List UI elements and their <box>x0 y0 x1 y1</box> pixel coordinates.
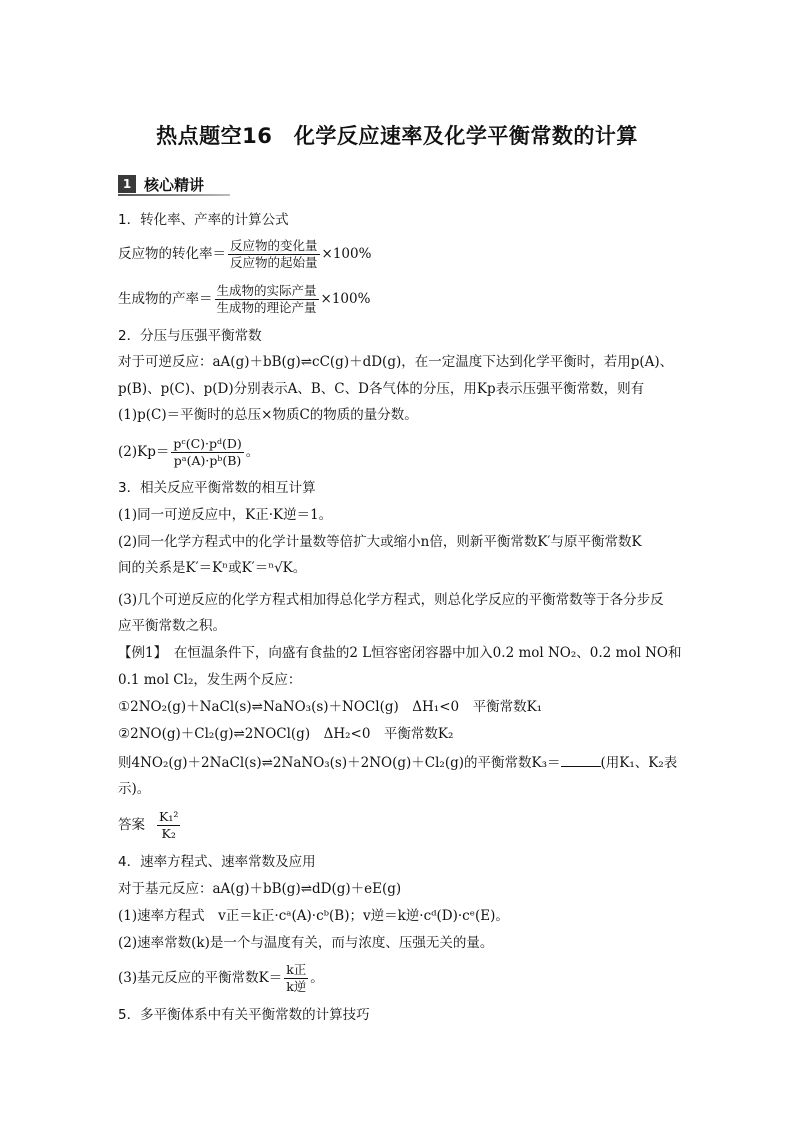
paragraph: 应平衡常数之积。 <box>118 618 226 634</box>
example-answer: 答案 $\frac{\text{K₁²}}{\text{K₂}}$ <box>118 808 179 841</box>
yield-fraction: $\frac{\text{生成物的实际产量}}{\text{生成物的理论产量}}$ <box>216 282 317 315</box>
rate-equation: (1)速率方程式 v正＝k正·cᵃ(A)·cᵇ(B)；v逆＝k逆·cᵈ(D)·cᵉ(E)。 <box>118 908 509 924</box>
section-underline <box>118 194 230 196</box>
paragraph: (3)几个可逆反应的化学方程式相加得总化学方程式，则总化学反应的平衡常数等于各分步反 <box>118 592 664 608</box>
example-intro: 0.1 mol Cl₂，发生两个反应： <box>118 672 302 688</box>
paragraph: (1)同一可逆反应中，K正·K逆＝1。 <box>118 507 333 523</box>
kp-formula: (2)Kp＝ $\frac{\text{pᶜ(C)·pᵈ(D)}}{\text{pᵃ(A)·pᵇ(B)}}$ 。 <box>118 435 260 468</box>
reaction-1: ①2NO₂(g)＋NaCl(s)⇌NaNO₃(s)＋NOCl(g) ΔH₁<0 平衡常数K₁ <box>118 699 543 715</box>
section-header-core <box>118 172 230 196</box>
paragraph: 对于可逆反应：aA(g)＋bB(g)⇌cC(g)＋dD(g)，在一定温度下达到化学平衡时，若用p(A)、 <box>118 354 674 370</box>
section-badge: 1 <box>118 175 136 193</box>
example-question: 则4NO₂(g)＋2NaCl(s)⇌2NaNO₃(s)＋2NO(g)＋Cl₂(g)的平衡常数K₃＝ (用K₁、K₂表 <box>118 752 678 773</box>
heading-4: 4．速率方程式、速率常数及应用 <box>118 854 316 870</box>
conversion-fraction: $\frac{\text{反应物的变化量}}{\text{反应物的起始量}}$ <box>230 237 318 270</box>
conversion-formula: 反应物的转化率＝ $\frac{\text{反应物的变化量}}{\text{反应物的起始量}}$ ×100% <box>118 237 372 270</box>
answer-fraction: $\frac{\text{K₁²}}{\text{K₂}}$ <box>159 808 179 841</box>
paragraph: (1)p(C)＝平衡时的总压×物质C的物质的量分数。 <box>118 407 418 423</box>
k-formula: (3)基元反应的平衡常数K＝ $\frac{\text{k正}}{\text{k逆}}$ 。 <box>118 961 324 994</box>
heading-2: 2．分压与压强平衡常数 <box>118 328 262 344</box>
kp-fraction: $\frac{\text{pᶜ(C)·pᵈ(D)}}{\text{pᵃ(A)·pᵇ(B)}}$ <box>173 435 242 468</box>
answer-blank <box>561 752 601 767</box>
example-intro: 【例1】 在恒温条件下，向盛有食盐的2 L恒容密闭容器中加入0.2 mol NO₂、0.2 mol NO和 <box>118 645 682 661</box>
reaction-2: ②2NO(g)＋Cl₂(g)⇌2NOCl(g) ΔH₂<0 平衡常数K₂ <box>118 726 454 742</box>
paragraph: 间的关系是K′＝Kⁿ或K′＝ⁿ√K。 <box>118 560 307 576</box>
yield-formula: 生成物的产率＝ $\frac{\text{生成物的实际产量}}{\text{生成物的理论产量}}$ ×100% <box>118 282 371 315</box>
paragraph: (2)同一化学方程式中的化学计量数等倍扩大或缩小n倍，则新平衡常数K′与原平衡常数K <box>118 534 642 550</box>
heading-1: 1．转化率、产率的计算公式 <box>118 212 289 228</box>
heading-3: 3．相关反应平衡常数的相互计算 <box>118 480 316 496</box>
example-question-cont: 示)。 <box>118 781 151 797</box>
page-title: 热点题空16 化学反应速率及化学平衡常数的计算 <box>156 124 638 148</box>
section-label: 核心精讲 <box>144 175 205 194</box>
paragraph: p(B)、p(C)、p(D)分别表示A、B、C、D各气体的分压，用Kp表示压强平衡常数，则有 <box>118 381 645 397</box>
paragraph: 对于基元反应：aA(g)＋bB(g)⇌dD(g)＋eE(g) <box>118 881 402 897</box>
k-fraction: $\frac{\text{k正}}{\text{k逆}}$ <box>286 961 307 994</box>
heading-5: 5．多平衡体系中有关平衡常数的计算技巧 <box>118 1007 370 1023</box>
paragraph: (2)速率常数(k)是一个与温度有关，而与浓度、压强无关的量。 <box>118 935 494 951</box>
